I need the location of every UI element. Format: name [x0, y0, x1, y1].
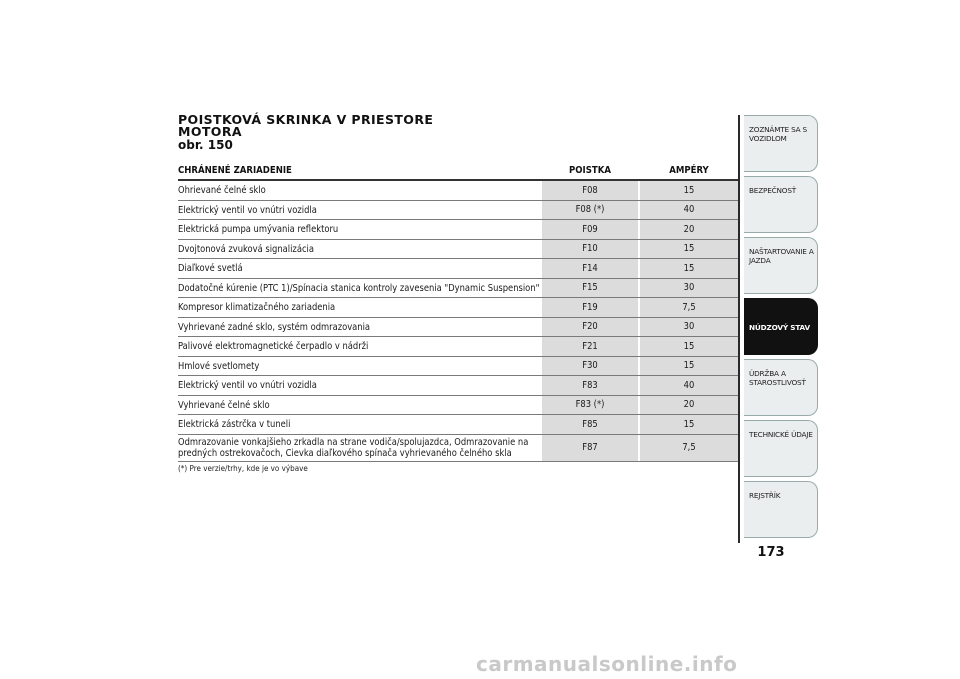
- fuse-cell: F09: [542, 220, 638, 239]
- amps-cell: 20: [640, 396, 738, 415]
- fuse-cell: F08 (*): [542, 201, 638, 220]
- figure-reference: obr. 150: [178, 138, 233, 152]
- amps-cell: 30: [640, 279, 738, 298]
- watermark: carmanualsonline.info: [476, 652, 738, 676]
- table-row: [178, 279, 738, 299]
- amps-cell: 30: [640, 318, 738, 337]
- amps-cell: 15: [640, 181, 738, 200]
- table-row: [178, 357, 738, 377]
- table-row: [178, 220, 738, 240]
- device-cell: Elektrická zástrčka v tuneli: [178, 419, 291, 430]
- device-cell: Odmrazovanie vonkajšieho zrkadla na strane vodiča/spolujazdca, Odmrazovanie na predných ostrekovačoch, Cievka diaľkového spínača vyhrievaného čelného skla: [178, 436, 529, 459]
- table-row: [178, 240, 738, 260]
- device-cell: Hmlové svetlomety: [178, 360, 260, 372]
- device-cell: Elektrická pumpa umývania reflektoru: [178, 224, 339, 235]
- amps-cell: 15: [640, 357, 738, 376]
- header-device: CHRÁNENÉ ZARIADENIE: [178, 165, 292, 176]
- chapter-tab[interactable]: NAŠTARTOVANIE A JAZDA: [744, 237, 818, 294]
- chapter-tab[interactable]: ÚDRŽBA A STAROSTLIVOSŤ: [744, 359, 818, 416]
- fuse-cell: F30: [542, 357, 638, 376]
- page-title: POISTKOVÁ SKRINKA V PRIESTORE MOTORA: [178, 112, 434, 139]
- device-cell: Vyhrievané zadné sklo, systém odmrazovania: [178, 321, 371, 333]
- amps-cell: 40: [640, 376, 738, 395]
- footnote: (*) Pre verzie/trhy, kde je vo výbave: [178, 463, 308, 473]
- header-fuse: POISTKA: [569, 165, 611, 176]
- table-row: [178, 298, 738, 318]
- fuse-cell: F20: [542, 318, 638, 337]
- amps-cell: 7,5: [640, 298, 738, 317]
- table-row: [178, 376, 738, 396]
- table-row: [178, 337, 738, 357]
- amps-cell: 7,5: [640, 435, 738, 461]
- device-cell: Diaľkové svetlá: [178, 263, 243, 274]
- chapter-tab[interactable]: TECHNICKÉ ÚDAJE: [744, 420, 818, 477]
- device-cell: Elektrický ventil vo vnútri vozidla: [178, 204, 317, 216]
- amps-cell: 15: [640, 337, 738, 356]
- fuse-cell: F19: [542, 298, 638, 317]
- fuse-table: [178, 163, 738, 473]
- device-cell: Vyhrievané čelné sklo: [178, 399, 270, 411]
- fuse-cell: F87: [542, 435, 638, 461]
- device-cell: Ohrievané čelné sklo: [178, 185, 266, 196]
- device-cell: Palivové elektromagnetické čerpadlo v nádrži: [178, 341, 369, 352]
- fuse-cell: F21: [542, 337, 638, 356]
- table-row: [178, 259, 738, 279]
- table-row: [178, 181, 738, 201]
- vertical-divider: [738, 115, 740, 543]
- chapter-tabs: [744, 115, 818, 542]
- chapter-tab[interactable]: REJSTŘÍK: [744, 481, 818, 538]
- table-body: [178, 181, 738, 462]
- table-row: [178, 201, 738, 221]
- table-row: [178, 435, 738, 462]
- table-row: [178, 396, 738, 416]
- fuse-cell: F83 (*): [542, 396, 638, 415]
- amps-cell: 40: [640, 201, 738, 220]
- fuse-cell: F10: [542, 240, 638, 259]
- header-amps: AMPÉRY: [669, 165, 709, 176]
- fuse-cell: F15: [542, 279, 638, 298]
- table-header: [178, 163, 738, 179]
- chapter-tab[interactable]: ZOZNÁMTE SA S VOZIDLOM: [744, 115, 818, 172]
- amps-cell: 20: [640, 220, 738, 239]
- amps-cell: 15: [640, 415, 738, 434]
- chapter-tab[interactable]: BEZPEČNOSŤ: [744, 176, 818, 233]
- page-number: 173: [757, 545, 785, 560]
- table-row: [178, 318, 738, 338]
- chapter-tab[interactable]: NÚDZOVÝ STAV: [744, 298, 818, 355]
- device-cell: Dodatočné kúrenie (PTC 1)/Spínacia stanica kontroly zavesenia "Dynamic Suspension": [178, 282, 540, 294]
- device-cell: Elektrický ventil vo vnútri vozidla: [178, 380, 317, 391]
- table-row: [178, 415, 738, 435]
- fuse-cell: F08: [542, 181, 638, 200]
- fuse-cell: F14: [542, 259, 638, 278]
- amps-cell: 15: [640, 259, 738, 278]
- fuse-cell: F85: [542, 415, 638, 434]
- device-cell: Kompresor klimatizačného zariadenia: [178, 302, 336, 313]
- device-cell: Dvojtonová zvuková signalizácia: [178, 243, 314, 255]
- fuse-cell: F83: [542, 376, 638, 395]
- amps-cell: 15: [640, 240, 738, 259]
